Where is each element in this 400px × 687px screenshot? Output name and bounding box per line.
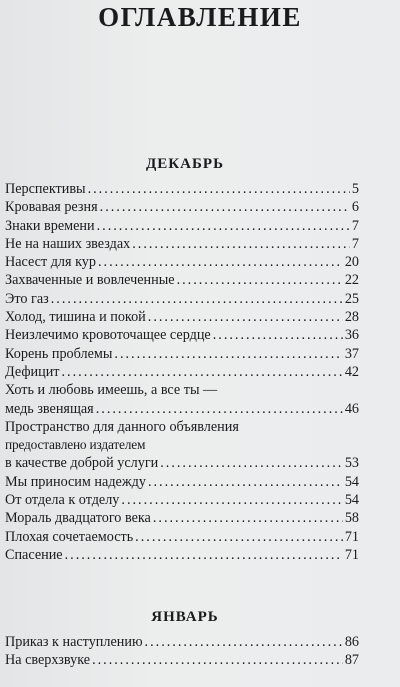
dot-leader [65,546,343,564]
toc-entry [5,180,359,198]
toc-entry-title: Спасение [5,546,63,563]
toc-entry-title: Плохая сочетаемость [5,528,134,545]
toc-entry [5,345,359,363]
toc-page-number: 7 [351,235,359,252]
toc-page-number: 36 [344,327,359,344]
toc-page-number: 42 [344,363,359,380]
toc-page-number: 25 [344,290,359,307]
toc-entry [5,400,359,418]
toc-page-number: 87 [344,652,359,669]
toc-entry-title: Корень проблемы [5,345,113,362]
dot-leader [92,651,343,669]
toc-entry-title: медь звенящая [5,400,94,417]
toc-entry [5,198,359,216]
toc-entry-title: Захваченные и вовлеченные [5,272,175,289]
dot-leader [153,509,343,527]
toc-entry-title: Приказ к наступлению [5,634,143,650]
dot-leader [114,345,342,363]
toc-entry [5,509,359,527]
toc-entry [5,651,359,669]
toc-entry-title-line: предоставлено издателем [5,437,146,453]
toc-entry [5,308,359,326]
toc-list-january [5,633,359,670]
dot-leader [62,363,343,381]
dot-leader [51,290,343,308]
toc-entry-title: Знаки времени [5,217,95,234]
toc-entry-title: Дефицит [5,363,60,380]
toc-page-number: 71 [344,528,359,545]
toc-entry-title: Неизлечимо кровоточащее сердце [5,327,211,344]
dot-leader [88,180,350,198]
toc-page-number: 71 [344,546,359,563]
toc-entry [5,546,359,564]
toc-entry-title: На сверхзвуке [5,652,91,669]
toc-page-number: 37 [344,345,359,362]
toc-page-number: 5 [351,181,359,197]
page-title: ОГЛАВЛЕНИЕ [98,2,302,32]
toc-entry [5,253,359,271]
toc-entry-title: Не на наших звездах [5,235,131,252]
dot-leader [132,235,350,253]
dot-leader [98,253,343,271]
toc-page-number: 28 [344,309,359,326]
toc-entry-title: в качестве доброй услуги [5,455,159,472]
toc-entry-title: Холод, тишина и покой [5,309,146,326]
toc-page-number: 54 [344,473,359,490]
toc-entry-title: Насест для кур [5,254,96,271]
toc-list-december [5,180,359,564]
toc-page-number: 7 [351,217,359,234]
toc-entry [5,491,359,509]
toc-page-number: 54 [344,492,359,509]
toc-page-number: 53 [344,455,359,472]
toc-entry [5,454,359,472]
dot-leader [148,308,343,326]
toc-entry-title: Перспективы [5,181,86,197]
toc-entry-title-line: Пространство для данного объявления [5,418,239,435]
toc-entry [5,528,359,546]
toc-entry [5,271,359,289]
toc-page-number: 22 [344,272,359,289]
toc-page-number: 58 [344,510,359,527]
section-heading-january: ЯНВАРЬ [151,609,219,625]
toc-page-number: 20 [344,254,359,271]
toc-entry-title: Мы приносим надежду [5,473,146,490]
toc-entry [5,363,359,381]
section-heading-december: ДЕКАБРЬ [145,156,225,172]
toc-entry [5,290,359,308]
dot-leader [213,326,343,344]
toc-entry-title: От отдела к отделу [5,492,120,509]
dot-leader [97,217,350,235]
dot-leader [100,198,350,216]
toc-entry [5,473,359,491]
dot-leader [148,473,343,491]
toc-entry [5,326,359,344]
toc-entry-title-line: Хоть и любовь имеешь, а все ты — [5,382,218,399]
dot-leader [135,528,343,546]
toc-entry-title: Кровавая резня [5,199,98,216]
toc-page-number: 86 [344,634,359,650]
dot-leader [160,454,343,472]
toc-entry [5,235,359,253]
dot-leader [177,271,343,289]
dot-leader [96,400,343,418]
toc-page-number: 46 [344,400,359,417]
dot-leader [121,491,342,509]
toc-entry-title: Это газ [5,290,49,307]
dot-leader [145,633,343,651]
toc-page-number: 6 [351,199,359,216]
toc-entry-title: Мораль двадцатого века [5,510,151,527]
toc-entry [5,217,359,235]
toc-entry [5,633,359,651]
